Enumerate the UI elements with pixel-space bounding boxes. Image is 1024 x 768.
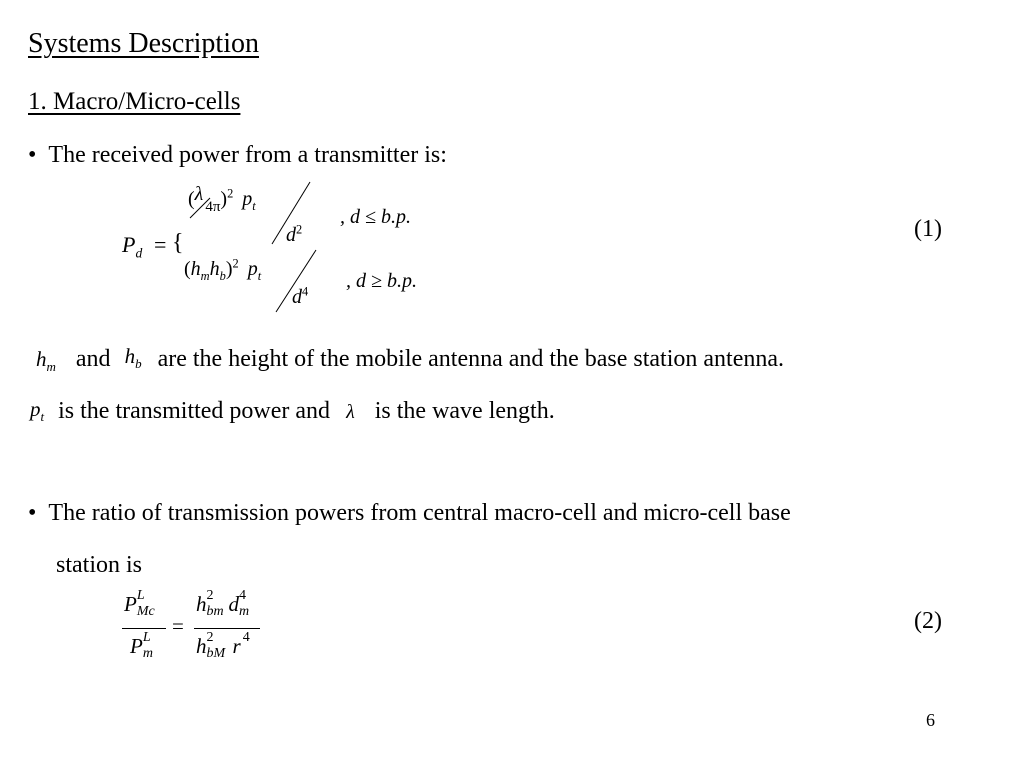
eq1-case1-slash [272, 182, 310, 244]
eq1-case2-numerator: $(h_mh_b)^2$ $p_t$ [184, 256, 262, 283]
eq1-equals: = [154, 232, 167, 257]
power-text-1: is the transmitted power and [58, 398, 331, 424]
bullet-marker: • [28, 142, 37, 168]
eq1-case2-condition: , d ≥ b.p. [346, 270, 417, 292]
eq1-number: (1) [914, 216, 942, 242]
section-title: 1. Macro/Micro-cells [28, 88, 241, 115]
page-number: 6 [926, 710, 935, 730]
page-title: Systems Description [28, 28, 259, 59]
heights-description [36, 346, 784, 373]
bullet-received-power [28, 142, 447, 169]
eq2-rhs-denominator: h 2 bM r 4 [196, 630, 250, 662]
bullet-ratio-continued: station is [56, 552, 143, 578]
power-text-2: is the wave length. [374, 398, 555, 424]
eq1-case1-denominator: $d^2$ [286, 222, 303, 246]
bullet-marker: • [28, 500, 37, 526]
lambda-symbol: λ [346, 401, 355, 423]
eq1-lambda-slash [190, 198, 210, 218]
heights-text: are the height of the mobile antenna and the base station antenna. [157, 346, 785, 372]
eq1-case1-condition: , d ≤ b.p. [340, 206, 411, 228]
bullet-ratio [28, 500, 791, 527]
eq2-equals: = [172, 614, 184, 638]
eq2-number: (2) [914, 608, 942, 634]
bullet-text: The received power from a transmitter is: [48, 142, 447, 168]
eq1-brace: { [172, 230, 184, 256]
eq1-case1-numerator: $(\lambda_{4\pi})^2$ $p_t$ [188, 183, 256, 215]
eq1-case2-denominator: $d^4$ [292, 284, 309, 308]
eq1-lhs: $P_d$ [122, 232, 143, 261]
eq2-rhs-numerator: h 2 bm d 4 m [196, 588, 250, 620]
eq2-lhs-denominator: P L m [130, 630, 153, 662]
pt-symbol: $p_t$ [30, 397, 45, 425]
bullet-text: The ratio of transmission powers from central macro-cell and micro-cell base [48, 500, 791, 526]
eq2-rhs-fraction-line [194, 628, 260, 629]
hm-symbol: $h_m$ [36, 347, 56, 375]
power-description [30, 398, 555, 425]
eq2-lhs-fraction-line [122, 628, 166, 629]
eq1-fraction-slashes [180, 178, 330, 318]
hb-symbol: $h_b$ [124, 344, 142, 372]
and-text: and [75, 346, 111, 372]
eq2-lhs-numerator: P L Mc [124, 588, 155, 620]
eq1-case2-slash [276, 250, 316, 312]
